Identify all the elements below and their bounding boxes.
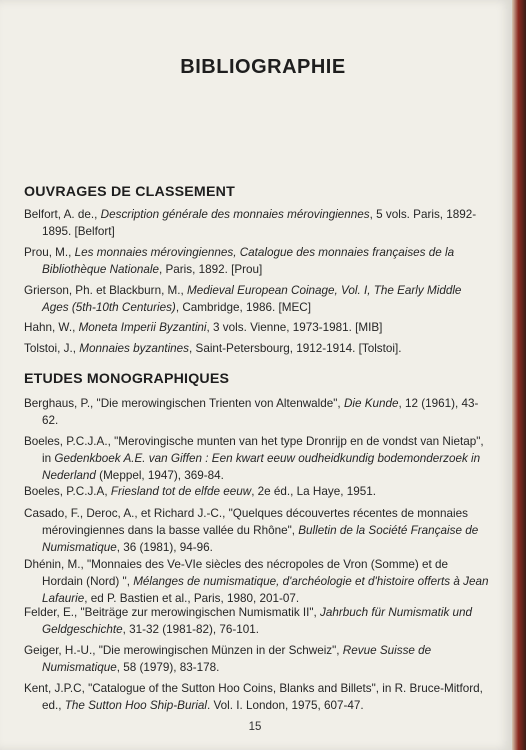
bib-text: Boeles, P.C.J.A., "Merovingische munten van het type Dronrijp en de vondst van Nietap", bbox=[24, 435, 484, 448]
bib-text: Belfort, A. de., bbox=[24, 208, 101, 221]
bib-text: Prou, M., bbox=[24, 246, 75, 259]
bib-entry bbox=[24, 206, 496, 240]
bib-entry-line bbox=[24, 522, 496, 539]
bib-entry-line bbox=[24, 340, 496, 357]
bib-entry bbox=[24, 395, 496, 429]
bib-entry-line bbox=[24, 319, 496, 336]
bib-title-italic: Description générale des monnaies mérovingiennes bbox=[100, 208, 370, 221]
bib-entry-line bbox=[24, 697, 496, 714]
bib-entry-line bbox=[24, 659, 496, 676]
bib-text: , 5 vols. Paris, 1892- bbox=[369, 208, 477, 221]
bib-entry bbox=[24, 642, 496, 676]
page-number: 15 bbox=[248, 721, 262, 733]
bib-text: ed., bbox=[42, 699, 65, 712]
bib-entry-line bbox=[24, 261, 496, 278]
bib-entry-line bbox=[24, 206, 496, 223]
bib-entry bbox=[24, 282, 496, 316]
bib-entry-line bbox=[24, 680, 496, 697]
bib-entry bbox=[24, 244, 496, 278]
bib-text: Casado, F., Deroc, A., et Richard J.-C., "Quelques découvertes récentes de monnaies bbox=[24, 507, 468, 520]
bib-entry-line bbox=[24, 621, 496, 638]
bib-entry bbox=[24, 505, 496, 556]
bib-title-italic: Bibliothèque Nationale bbox=[42, 263, 159, 276]
page-title: BIBLIOGRAPHIE bbox=[180, 56, 346, 78]
bib-entry-line bbox=[24, 483, 496, 500]
bib-title-italic: Numismatique bbox=[42, 661, 117, 674]
bib-title-italic: Monnaies byzantines bbox=[79, 342, 190, 355]
bib-entry-line bbox=[24, 395, 496, 412]
bib-entry-line bbox=[24, 433, 496, 450]
bib-title-italic: Mélanges de numismatique, d'archéologie et d'histoire offerts à Jean bbox=[133, 575, 489, 588]
bib-entry bbox=[24, 680, 496, 714]
bib-title-italic: Les monnaies mérovingiennes, Catalogue des monnaies françaises de la bbox=[74, 246, 455, 259]
bib-entry-line bbox=[24, 282, 496, 299]
bib-text: Dhénin, M., "Monnaies des Ve-VIe siècles des nécropoles de Vron (Somme) et de bbox=[24, 558, 449, 571]
bib-title-italic: Jahrbuch für Numismatik und bbox=[320, 606, 473, 619]
bib-title-italic: Medieval European Coinage, Vol. I, The Early Middle bbox=[187, 284, 462, 297]
bib-title-italic: Friesland tot de elfde eeuw bbox=[110, 485, 252, 498]
bib-text: 62. bbox=[42, 414, 59, 427]
bib-text: , 2e éd., La Haye, 1951. bbox=[251, 485, 376, 498]
bib-entry-line bbox=[24, 573, 496, 590]
bib-entry bbox=[24, 483, 496, 500]
bib-text: Boeles, P.C.J.A, bbox=[24, 485, 111, 498]
bib-text: , ed P. Bastien et al., Paris, 1980, 201-07. bbox=[84, 592, 300, 605]
bib-entry-line bbox=[24, 244, 496, 261]
bib-text: Hahn, W., bbox=[24, 321, 79, 334]
bib-text: , 58 (1979), 83-178. bbox=[116, 661, 220, 674]
bib-title-italic: Numismatique bbox=[42, 541, 117, 554]
bib-entry-line bbox=[24, 642, 496, 659]
bib-title-italic: The Sutton Hoo Ship-Burial bbox=[64, 699, 208, 712]
bib-text: , Saint-Petersbourg, 1912-1914. [Tolstoi]. bbox=[189, 342, 402, 355]
bib-text: 1895. [Belfort] bbox=[42, 225, 115, 238]
bib-entry bbox=[24, 556, 496, 607]
bib-text: Tolstoi, J., bbox=[24, 342, 80, 355]
bib-entry-line bbox=[24, 299, 496, 316]
bib-entry-line bbox=[24, 450, 496, 467]
bib-entry-line bbox=[24, 539, 496, 556]
bib-text: . Vol. I. London, 1975, 607-47. bbox=[207, 699, 364, 712]
book-page-edge bbox=[512, 0, 526, 750]
bib-text: Berghaus, P., "Die merowingischen Trienten von Altenwalde", bbox=[24, 397, 344, 410]
bib-text: , 12 (1961), 43- bbox=[398, 397, 479, 410]
bib-entry-line bbox=[24, 467, 496, 484]
bib-text: Geiger, H.-U., "Die merowingischen Münzen in der Schweiz", bbox=[24, 644, 343, 657]
bib-entry-line bbox=[24, 223, 496, 240]
bib-title-italic: Die Kunde bbox=[343, 397, 399, 410]
bib-text: Felder, E., "Beiträge zur merowingischen Numismatik II", bbox=[24, 606, 321, 619]
bib-text: , Cambridge, 1986. [MEC] bbox=[175, 301, 311, 314]
bib-entry-line bbox=[24, 505, 496, 522]
bib-title-italic: Bulletin de la Société Française de bbox=[298, 524, 479, 537]
bib-title-italic: Geldgeschichte bbox=[42, 623, 123, 636]
bib-text: in bbox=[42, 452, 55, 465]
bib-text: (Meppel, 1947), 369-84. bbox=[95, 469, 224, 482]
bib-entry bbox=[24, 433, 496, 484]
bib-text: Grierson, Ph. et Blackburn, M., bbox=[24, 284, 188, 297]
bib-text: , 31-32 (1981-82), 76-101. bbox=[122, 623, 260, 636]
bib-title-italic: Revue Suisse de bbox=[342, 644, 432, 657]
bib-entry bbox=[24, 340, 496, 357]
bib-text: , Paris, 1892. [Prou] bbox=[158, 263, 263, 276]
bib-entry bbox=[24, 319, 496, 336]
section-heading-ouvrages: OUVRAGES DE CLASSEMENT bbox=[24, 184, 235, 200]
bib-title-italic: Gedenkboek A.E. van Giffen : Een kwart eeuw oudheidkundig bodemonderzoek in bbox=[54, 452, 481, 465]
bib-entry-line bbox=[24, 412, 496, 429]
bib-text: mérovingiennes dans la basse vallée du Rhône", bbox=[42, 524, 299, 537]
bib-title-italic: Ages (5th-10th Centuries) bbox=[42, 301, 176, 314]
section-heading-etudes: ETUDES MONOGRAPHIQUES bbox=[24, 371, 230, 387]
bib-title-italic: Moneta Imperii Byzantini bbox=[78, 321, 207, 334]
bib-entry-line bbox=[24, 556, 496, 573]
bib-entry bbox=[24, 604, 496, 638]
bib-text: , 36 (1981), 94-96. bbox=[116, 541, 213, 554]
bib-text: , 3 vols. Vienne, 1973-1981. [MIB] bbox=[206, 321, 383, 334]
bib-text: Kent, J.P.C, "Catalogue of the Sutton Hoo Coins, Blanks and Billets", in R. Bruce-Mitford, bbox=[24, 682, 483, 695]
bib-text: Hordain (Nord) ", bbox=[42, 575, 134, 588]
bib-title-italic: Lafaurie bbox=[42, 592, 85, 605]
bib-entry-line bbox=[24, 604, 496, 621]
bib-title-italic: Nederland bbox=[42, 469, 96, 482]
